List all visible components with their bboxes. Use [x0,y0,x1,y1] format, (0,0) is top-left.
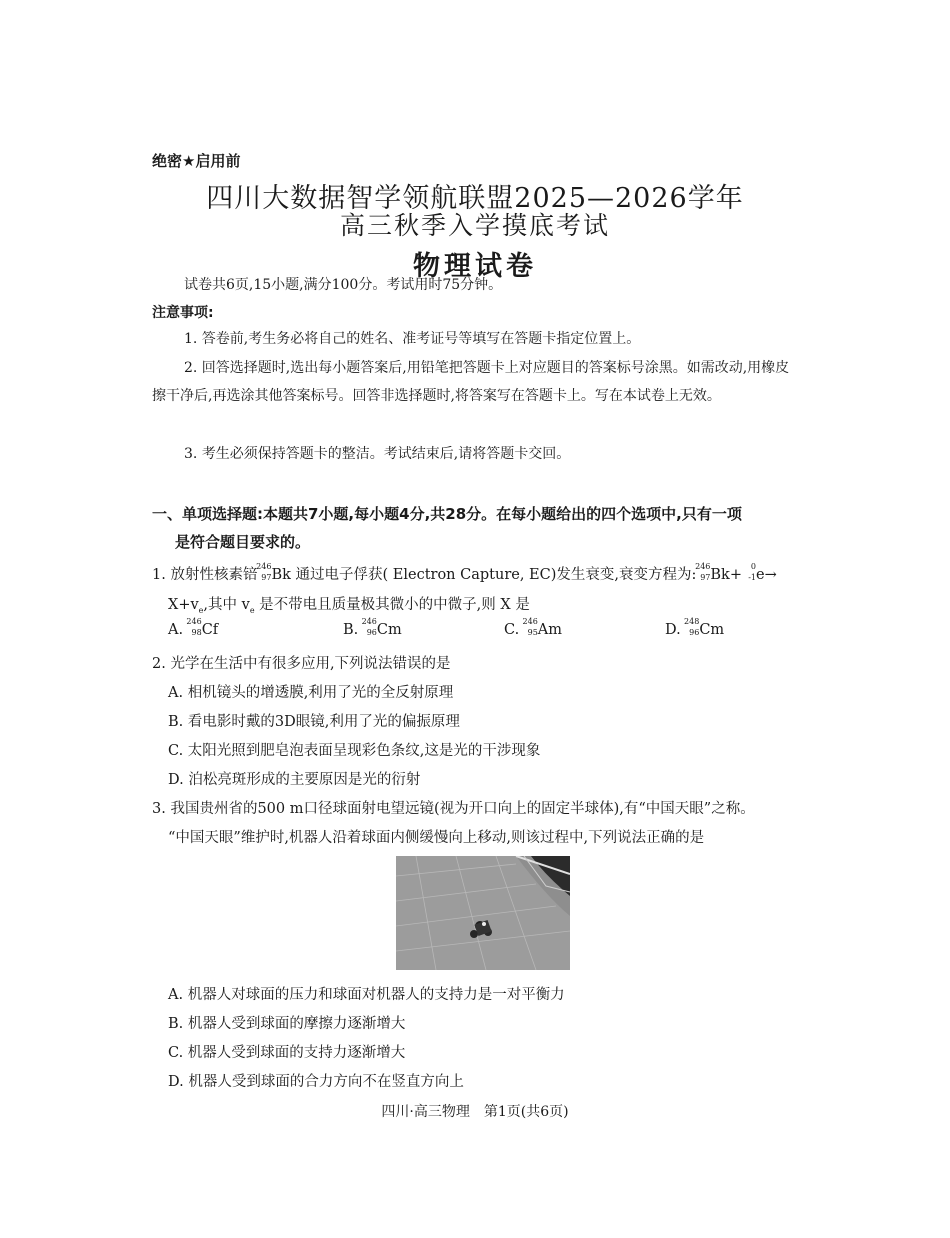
q2-option-a: A. 相机镜头的增透膜,利用了光的全反射原理 [168,685,454,701]
q1-eq-bk-nuclide [695,562,711,582]
q1-option-d-label: D. [665,622,686,638]
q2-option-b: B. 看电影时戴的3D眼镜,利用了光的偏振原理 [168,714,460,730]
q1-line2-rest: ,其中 v [203,597,250,613]
q1-eq-e: e→ [755,567,777,583]
notice-item-1: 1. 答卷前,考生务必将自己的姓名、准考证号等填写在答题卡指定位置上。 [184,331,641,347]
q1-option-b-label: B. [343,622,363,638]
q1-option-a-symbol: Cf [201,622,219,638]
q1-option-b-z: 96 [366,628,377,637]
q1-option-b-symbol: Cm [376,622,402,638]
q3-option-c: C. 机器人受到球面的支持力逐渐增大 [168,1045,406,1061]
q1-line2-sub: e [198,605,204,615]
q1-part1: 1. 放射性核素锫 [152,567,258,583]
q1-option-a-nuclide [186,617,202,637]
q3-option-b: B. 机器人受到球面的摩擦力逐渐增大 [168,1016,406,1032]
q1-option-b [343,617,402,638]
q1-option-c-symbol: Am [537,622,563,638]
q1-option-d-nuclide [684,617,700,637]
exam-title-line1: 四川大数据智学领航联盟2025—2026学年 [206,183,744,214]
q1-e-z: -1 [748,573,756,582]
q1-option-b-mass: 246 [361,617,377,626]
section-heading-line1: 一、单项选择题:本题共7小题,每小题4分,共28分。在每小题给出的四个选项中,只有一项 [152,505,742,523]
confidential-label: 绝密★启用前 [152,152,241,170]
question-1-line2 [168,593,530,614]
section-heading-line2: 是符合题目要求的。 [175,533,311,551]
q1-option-a-mass: 246 [186,617,202,626]
q1-option-a [168,617,219,638]
question-1-line1 [152,563,777,584]
q1-option-d [665,617,725,638]
q1-option-c-mass: 246 [522,617,538,626]
q1-line2-end: 是不带电且质量极其微小的中微子,则 X 是 [254,597,530,613]
telescope-robot-illustration [396,856,570,970]
q1-option-b-nuclide [361,617,377,637]
notice-item-3: 3. 考生必须保持答题卡的整洁。考试结束后,请将答题卡交回。 [184,446,571,462]
q1-option-a-z: 98 [191,628,202,637]
section-heading [152,500,802,556]
q1-option-d-symbol: Cm [699,622,725,638]
q1-bk-nuclide [256,562,272,582]
q1-part2: Bk 通过电子俘获( Electron Capture, EC)发生衰变,衰变方程为: [271,567,697,583]
question-2-stem: 2. 光学在生活中有很多应用,下列说法错误的是 [152,656,451,672]
q1-option-d-mass: 248 [684,617,700,626]
q1-option-c-nuclide [522,617,538,637]
question-3-stem-line2: “中国天眼”维护时,机器人沿着球面内侧缓慢向上移动,则该过程中,下列说法正确的是 [168,830,705,846]
page-footer: 四川·高三物理 第1页(共6页) [381,1104,569,1120]
q1-line2: X+v [168,597,199,613]
q1-option-c [504,617,563,638]
exam-title-line2: 高三秋季入学摸底考试 [339,211,610,240]
q1-eq-bk-z: 97 [700,573,711,582]
question-3-stem-line1: 3. 我国贵州省的500 m口径球面射电望远镜(视为开口向上的固定半球体),有“中国天眼”之称。 [152,801,755,817]
q1-option-a-label: A. [168,622,188,638]
q1-eq-bk-mass: 246 [695,562,711,571]
q1-e-mass: 0 [750,562,756,571]
exam-info: 试卷共6页,15小题,满分100分。考试用时75分钟。 [184,277,503,293]
telescope-robot-photo [396,856,570,970]
notice-heading: 注意事项: [152,305,214,321]
q1-bk-z: 97 [261,573,272,582]
q3-option-a: A. 机器人对球面的压力和球面对机器人的支持力是一对平衡力 [168,987,565,1003]
q1-bk-mass: 246 [256,562,272,571]
q2-option-c: C. 太阳光照到肥皂泡表面呈现彩色条纹,这是光的干涉现象 [168,743,541,759]
notice-item-2: 2. 回答选择题时,选出每小题答案后,用铅笔把答题卡上对应题目的答案标号涂黑。如需改动,用橡皮擦干净后,再选涂其他答案标号。回答非选择题时,将答案写在答题卡上。写在本试卷上无效。 [152,360,790,404]
q1-option-c-label: C. [504,622,524,638]
subject-title: 物理试卷 [413,251,537,282]
q1-line2-rest-sub: e [249,605,255,615]
q1-option-c-z: 95 [527,628,538,637]
q1-electron [742,562,756,582]
q3-option-d: D. 机器人受到球面的合力方向不在竖直方向上 [168,1074,464,1090]
q2-option-d: D. 泊松亮斑形成的主要原因是光的衍射 [168,772,421,788]
q1-eq-bk: Bk+ [710,567,742,583]
q1-option-d-z: 96 [689,628,700,637]
